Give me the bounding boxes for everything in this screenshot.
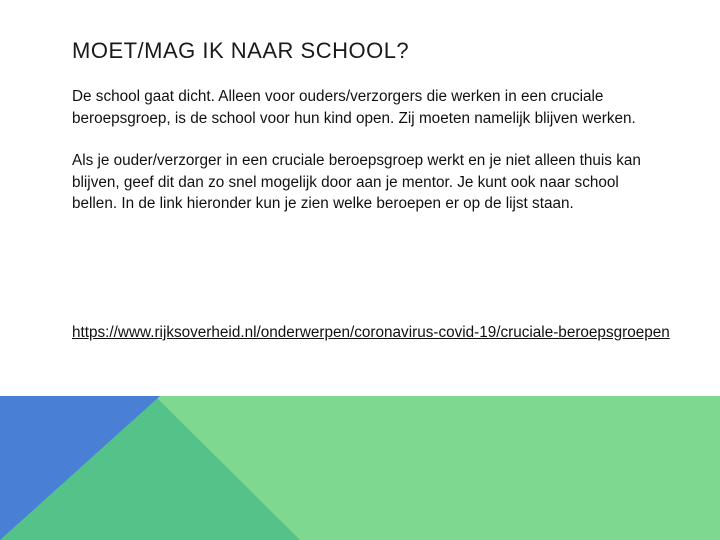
paragraph-contact-mentor: Als je ouder/verzorger in een cruciale beroepsgroep werkt en je niet alleen thuis kan blijven, geef dit dan zo snel mogelijk door aan je mentor. Je kunt ook naar school bellen. In de link hieronder kun je zien welke beroepen er op de lijst staan.	[72, 152, 641, 212]
slide-title: MOET/MAG IK NAAR SCHOOL?	[72, 38, 410, 63]
crucial-professions-link[interactable]: https://www.rijksoverheid.nl/onderwerpen/coronavirus-covid-19/cruciale-beroepsgroepen	[72, 324, 670, 341]
paragraph-school-closed: De school gaat dicht. Alleen voor ouders/verzorgers die werken in een cruciale beroepsgroep, is de school voor hun kind open. Zij moeten namelijk blijven werken.	[72, 88, 636, 127]
slide-body	[72, 86, 662, 215]
footer-shapes	[0, 396, 720, 540]
decorative-footer-band	[0, 396, 720, 540]
